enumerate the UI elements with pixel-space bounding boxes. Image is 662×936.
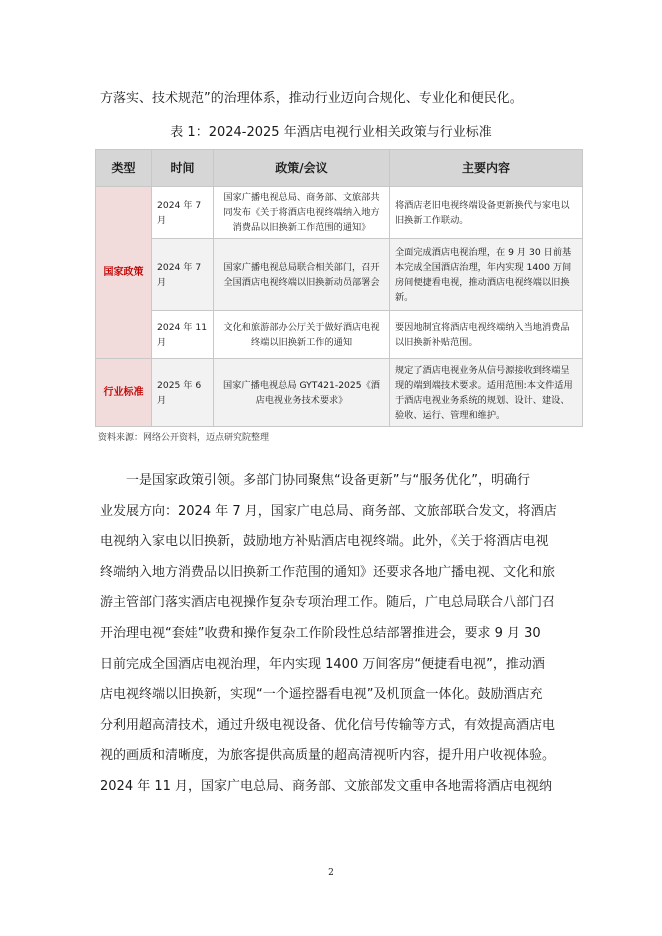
table-caption: 表 1：2024-2025 年酒店电视行业相关政策与行业标准 [170,125,492,140]
body-paragraph [100,466,562,803]
policy-cell: 国家广播电视总局、商务部、文旅部共同发布《关于将酒店电视终端纳入地方消费品以旧换新工作范围的通知》 [214,187,390,239]
content-cell: 要因地制宜将酒店电视终端纳入当地消费品以旧换新补贴范围。 [390,311,583,359]
table-row [96,311,583,359]
text-line: 业发展方向：2024 年 7 月，国家广电总局、商务部、文旅部联合发文，将酒店 [100,503,557,519]
text-line: 终端纳入地方消费品以旧换新工作范围的通知》还要求各地广播电视、文化和旅 [100,564,556,580]
source-note: 资料来源：网络公开资料，迈点研究院整理 [98,433,270,443]
time-cell: 2025 年 6 月 [152,359,214,427]
policy-table [95,149,583,427]
continuation-text [100,84,562,115]
text-line: 店电视终端以旧换新，实现“一个遥控器看电视”及机顶盒一体化。鼓励酒店充 [100,687,543,703]
text-line: 分利用超高清技术，通过升级电视设备、优化信号传输等方式，有效提高酒店电 [100,717,556,733]
category-cell: 行业标准 [96,359,152,427]
header-content: 主要内容 [390,150,583,187]
category-cell: 国家政策 [96,187,152,359]
text-line: 日前完成全国酒店电视治理，年内实现 1400 万间客房“便捷看电视”，推动酒 [100,656,545,672]
content-cell: 全面完成酒店电视治理，在 9 月 30 日前基本完成全国酒店治理，年内实现 1400 万间房间便捷看电视，推动酒店电视终端以旧换新。 [390,239,583,311]
table-row [96,187,583,239]
table-header-row [96,150,583,187]
content-cell: 将酒店老旧电视终端设备更新换代与家电以旧换新工作联动。 [390,187,583,239]
text-line: 一是国家政策引领。多部门协同聚焦“设备更新”与“服务优化”，明确行 [126,473,530,488]
header-type: 类型 [96,150,152,187]
policy-cell: 国家广播电视总局联合相关部门，召开全国酒店电视终端以旧换新动员部署会 [214,239,390,311]
text-line: 方落实、技术规范”的治理体系，推动行业迈向合规化、专业化和便民化。 [100,91,523,106]
time-cell: 2024 年 7 月 [152,239,214,311]
header-policy: 政策/会议 [214,150,390,187]
content-cell: 规定了酒店电视业务从信号源接收到终端呈现的端到端技术要求。适用范围:本文件适用于酒店电视业务系统的规划、设计、建设、验收、运行、管理和维护。 [390,359,583,427]
table-row [96,239,583,311]
header-time: 时间 [152,150,214,187]
text-line: 开治理电视“套娃”收费和操作复杂工作阶段性总结部署推进会，要求 9 月 30 [100,625,541,641]
policy-cell: 国家广播电视总局 GYT421-2025《酒店电视业务技术要求》 [214,359,390,427]
policy-cell: 文化和旅游部办公厅关于做好酒店电视终端以旧换新工作的通知 [214,311,390,359]
table-row [96,359,583,427]
text-line: 视的画质和清晰度，为旅客提供高质量的超高清视听内容，提升用户收视体验。 [100,748,556,764]
time-cell: 2024 年 11 月 [152,311,214,359]
text-line: 游主管部门落实酒店电视操作复杂专项治理工作。随后，广电总局联合八部门召 [100,595,556,611]
text-line: 电视纳入家电以旧换新，鼓励地方补贴酒店电视终端。此外，《关于将酒店电视 [100,534,549,550]
text-line: 2024 年 11 月，国家广电总局、商务部、文旅部发文重申各地需将酒店电视纳 [100,778,553,794]
page-number: 2 [328,868,334,878]
time-cell: 2024 年 7 月 [152,187,214,239]
